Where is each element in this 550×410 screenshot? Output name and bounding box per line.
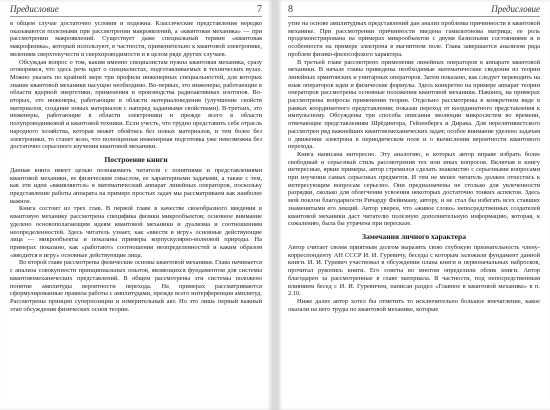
paragraph: Ниже далее автор хотел бы отметить то исключительно большое впечатление, какое оказали на него труды по квантовой механике, которые xyxy=(288,297,540,313)
page-header xyxy=(10,4,262,17)
paragraph: Книга состоит из трех глав. В первой главе в качестве своеобразного введения в квантовую механику рассмотрена специфика физики микрообъектов; основное внимание уделено основополагающим идеям квантовой механики и дуализма и соотношениям неопределенностей. Здесь читатель узнает, как «ввести в игру» основные действующие лица — микрообъекты и показаны примеры корпускулярно-волновой природы. На примерах показано, как «работают» соотношения неопределенностей и каким образом «вводится в игру» основные действующие лица. xyxy=(10,205,262,259)
running-title: Предисловие xyxy=(10,4,59,14)
left-page xyxy=(0,0,272,410)
page-body xyxy=(10,20,262,313)
page-header xyxy=(288,4,540,17)
paragraph: в общем случае достаточно условия и подежна. Классические представления нередко оказываются полезными при рассмотрении макроявлений, а «квантовая механика» — при рассмотрении макроявлений. Существует даже специальный термин «квантовая макрофизика», который используют, в частности, применительно к квантовой электронике, явлениям сверхтекучести и сверхпроводимости и в целом ряде других случаев. xyxy=(10,20,262,58)
page-number: 8 xyxy=(288,4,293,15)
paragraph: В третьей главе рассмотрено применение линейных операторов в аппарате квантовой механики. В начале главы приведены необходимые математические сведения из теории линейных эрмитовских и унитарных операторов. Затем показано, как следует переводить на язык операторов идеи и физические формулы. Здесь конкретно на примере аппарат теории операторов рассмотрены основные положения квантовой механики. Наконец, на примерах рассмотрены вопросы применения теории. Отдельно рассмотрены в конкретном виде в рамках координатного представления; показан переход от координатного представления к импульсному. Обсуждены три способа описания эволюции микросистем во времени, отвечающие представлениям Шрёдингера, Гейзенберга и Дирака. Для нерелятивистского рассмотрен ряд важнейших квантовомеханических задач; особое внимание уделено задачам о движении электрона в периодическом поле и о вычислении вероятности квантового перехода. xyxy=(288,58,540,151)
paragraph: Во второй главе рассмотрены физические основы квантовой механики. Глава начинается с анализа совокупности принципиальных опытов, являющихся фундаментом для системы квантовомеханических представлений. В общем рассмотрены эти системы положено понятие амплитуды вероятности перехода. На примерах рассматриваются сформулированные правила работы с амплитудами, прежде всего интерференция амплитуд. Рассмотрены принцип суперпозиции и измерительный акт. Но это лишь первый важный этап обсуждения физических основ теории. xyxy=(10,259,262,313)
paragraph: Автор считает своим приятным долгом выразить свою глубокую признательность члену-корреспонденту АН СССР И. И. Гуревичу, беседы с которым заложили фундамент данной книги. И. И. Гуревич участвовал в обсуждении плана книги и первоначальных набросков, прочитал рукопись книги. Его советы во многом определили облик книги. Автор благодарен за рассмотренные в главе материала. В частности, под непосредственным влиянием бесед с И. И. Гуревичем, написан раздел «Главное в квантовой механике» в п. 2.10. xyxy=(288,243,540,298)
page-number: 7 xyxy=(257,4,262,15)
paragraph: Данная книга имеет целью познакомить читателя с понятиями и представлениями квантовой механики, ее физическим смыслом, ее характерными задачами, а также с тем, как эти идеи «вживляются» в математический аппарат линейных операторов, поскольку представление работы аппарата на примере простых задач мы рассматриваем как наиболее важное. xyxy=(10,166,262,205)
paragraph: Обсуждая вопрос о том, каким именно специалистам нужна квантовая механика, сразу оговоримся, что здесь речь идет о специалистах, подготавливаемых в технических вузах. Можно указать по крайней мере три профиля инженерных специальностей, для которых знание квантовой механики насущно необходимо. Во-первых, это инженеры, работающие в области ядерной энергетики, применения и производства радиоактивных изотопов. Во-вторых, это инженеры, работающие в области материаловедения (улучшение свойств материалов, создание новых материалов с наперед заданными свойствами). В-третьих, это инженеры, работающие в области электроники и прежде всего в области полупроводниковой и квантовой техники. Если учесть, что трудно представить себе отрасль народного хозяйства, которая может обойтись без новых материалов, и тем более без электроники, то станет ясно, что полноценная инженерная подготовка уже невозможна без достаточно серьезного изучения квантовой механики. xyxy=(10,58,262,151)
page-body xyxy=(288,20,540,313)
section-heading: Построение книги xyxy=(104,154,168,164)
running-title: Предисловие xyxy=(491,4,540,14)
section-heading: Замечания личного характера xyxy=(361,231,467,241)
paragraph: Книга написана интересно. Эту аналогию, в которых автор вправе избрать более свободный и серьезный стиль рассмотрения тех или иных вопросов. Включая в книгу интересные, яркие примеры, автор стремился сделать знакомство с серьезными вопросами при изучении самых серьезных предметов. И тем не менее читатель должен отнестись к интересующим вопросам серьезно. Они предназначены не столько для увлеченности разрядки, сколько для облегчения усвоения некоторых достаточно тонких аспектов. Здесь мой поклон благодарности Ричарду Фейнману, автору, и не стал бы избегать всех ставших знаменитыми его лекций. Автор уверен, что «живое слово» непосредственных создателей квантовой механики даст читателю полезную дополнительную информацию, которая, к сожалению, была бы утрачена при пересказе. xyxy=(288,150,540,228)
right-page xyxy=(278,0,550,410)
paragraph: утие на основе амплитудных представлений дан анализ проблемы причинности в квантовой механике. При рассмотрении причинности введена гамильтонова матрица; ее роль продемонстрирована на примерах микрообъектов с двумя базисными состояниями и в особенности на примере электрона в магнитном поле. Глава завершается анализом ряда проблем физико-философского характера. xyxy=(288,20,540,58)
